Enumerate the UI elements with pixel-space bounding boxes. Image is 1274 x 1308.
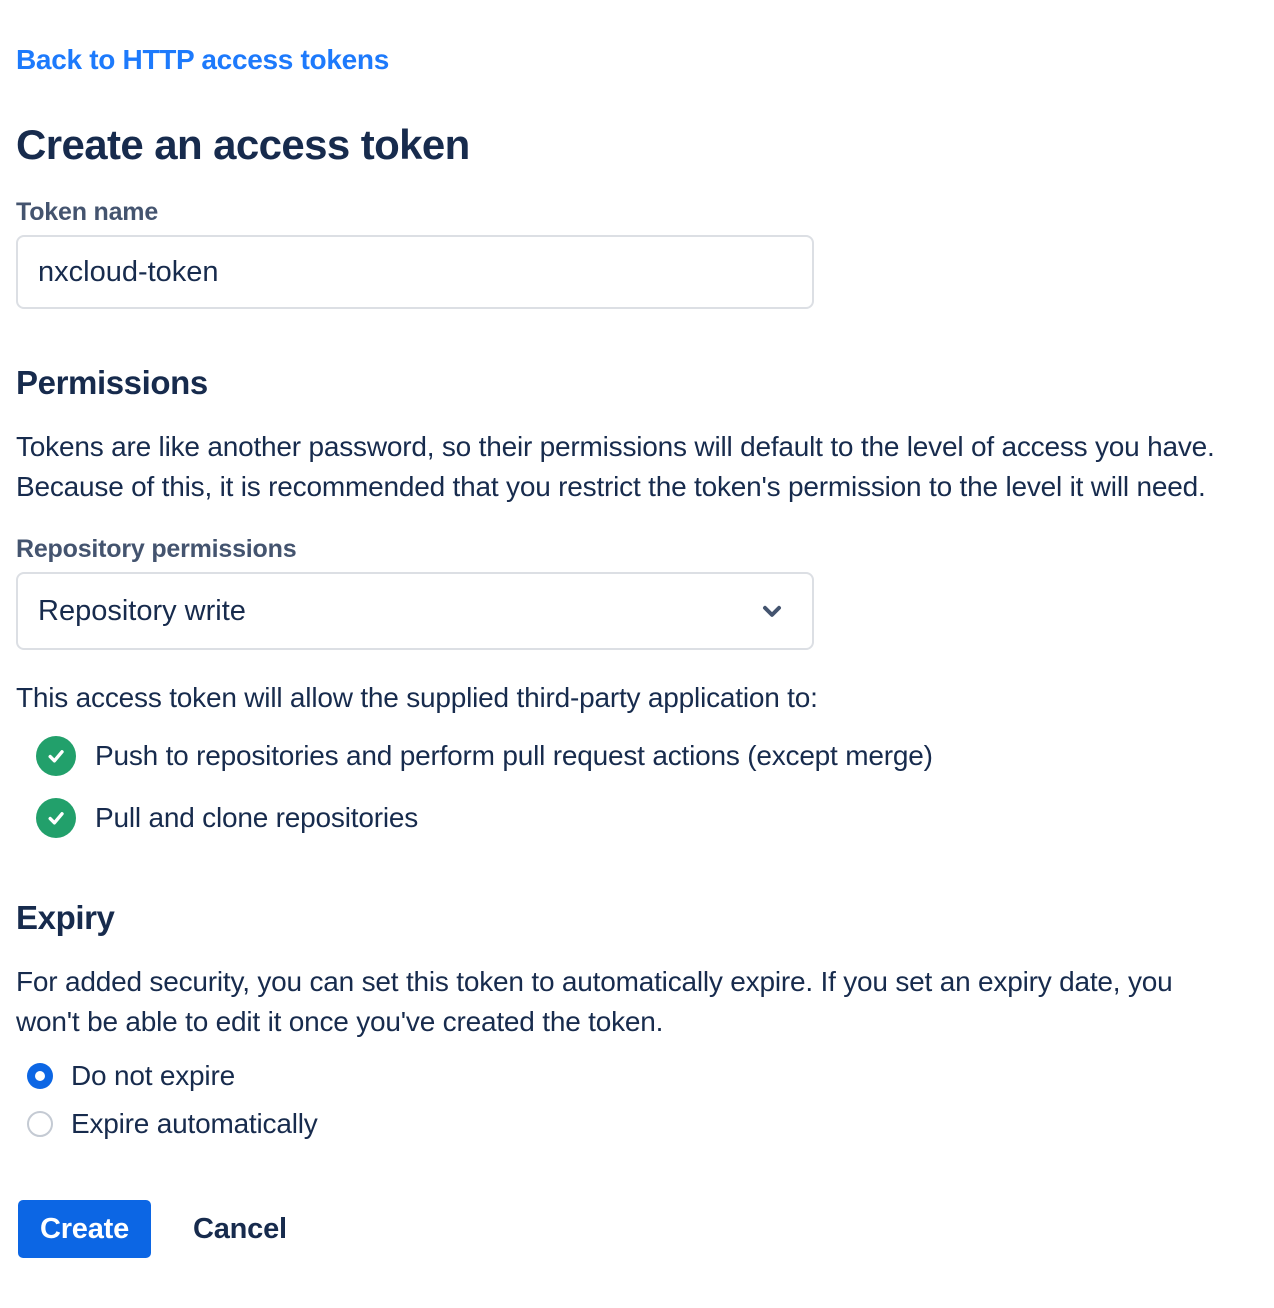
capability-label: Push to repositories and perform pull request actions (except merge) [95,740,933,771]
repository-permissions-select[interactable] [16,572,814,650]
permissions-heading: Permissions [16,364,208,401]
repository-permissions-label: Repository permissions [16,535,297,563]
capability-label: Pull and clone repositories [95,802,419,833]
expiry-options [16,1052,1244,1148]
create-button[interactable]: Create [18,1200,151,1258]
check-circle-icon [36,736,76,776]
check-circle-icon [36,798,76,838]
expiry-description: For added security, you can set this token to automatically expire. If you set an expiry date, you won't be able to edit it once you've created the token. [16,966,1173,1037]
repository-permissions-value: Repository write [38,594,246,627]
form-actions [16,1200,1244,1258]
expiry-heading: Expiry [16,899,115,936]
capability-item [16,725,1244,787]
page-title: Create an access token [16,121,470,168]
capabilities-intro: This access token will allow the supplied third-party application to: [16,682,818,713]
token-name-input[interactable] [16,235,814,309]
repository-permissions-field [16,535,1244,650]
cancel-button[interactable]: Cancel [193,1212,287,1245]
permissions-description: Tokens are like another password, so their permissions will default to the level of access you have. Because of this, it is recommended that you restrict the token's permission to the level it will need. [16,431,1215,502]
capability-list [16,725,1244,849]
radio-option-expire-automatically[interactable] [16,1100,1244,1148]
radio-label: Do not expire [71,1060,235,1091]
token-name-label: Token name [16,198,159,226]
radio-option-do-not-expire[interactable] [16,1052,1244,1100]
radio-unselected-icon[interactable] [27,1111,53,1137]
radio-selected-icon[interactable] [27,1063,53,1089]
chevron-down-icon [758,597,786,625]
token-name-field [16,198,1244,309]
radio-label: Expire automatically [71,1108,318,1139]
back-link[interactable]: Back to HTTP access tokens [16,44,389,75]
capability-item [16,787,1244,849]
